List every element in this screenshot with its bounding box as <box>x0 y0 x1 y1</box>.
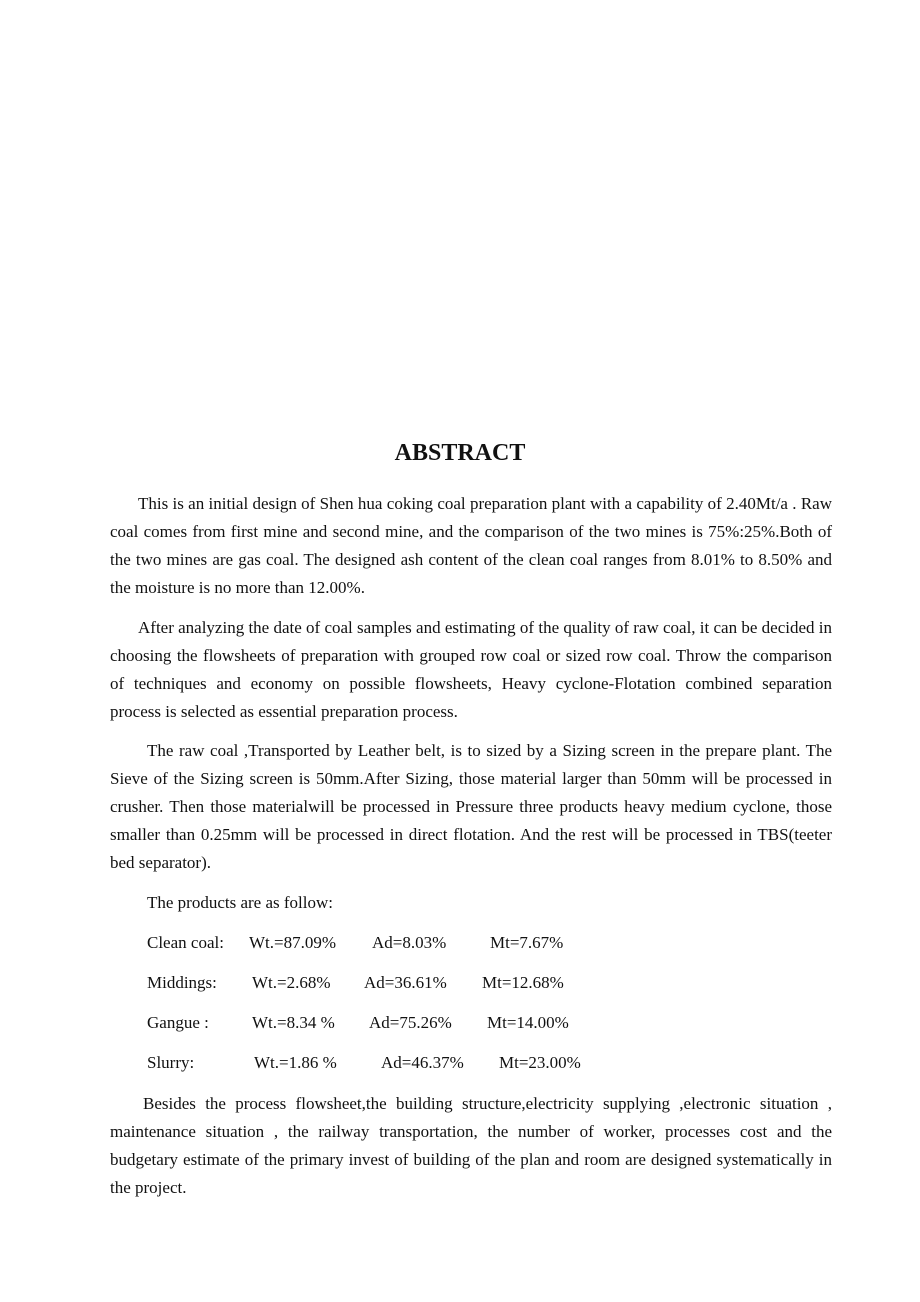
product-mt: Mt=7.67% <box>490 933 564 952</box>
abstract-paragraph-1: This is an initial design of Shen hua coking coal preparation plant with a capability of 2.40Mt/a . Raw coal comes from first mine and second mine, and the comparison of the two mines is 75%:25%.Both of the two mines are gas coal. The designed ash content of the clean coal ranges from 8.01% to 8.50% and the moisture is no more than 12.00%. <box>110 494 832 597</box>
product-ad: Ad=36.61% <box>364 973 447 992</box>
product-ad: Ad=8.03% <box>372 933 447 952</box>
product-mt: Mt=14.00% <box>487 1013 569 1032</box>
abstract-paragraph-5: Besides the process flowsheet,the building structure,electricity supplying ,electronic situation , maintenance situation , the railway transportation, the number of worker, processes cost and the budgetary estimate of the primary invest of building of the plan and room are designed systematically in the project. <box>110 1094 832 1197</box>
product-wt: Wt.=2.68% <box>252 973 331 992</box>
abstract-paragraph-3: The raw coal ,Transported by Leather belt, is to sized by a Sizing screen in the prepare plant. The Sieve of the Sizing screen is 50mm.After Sizing, those material larger than 50mm will be processed in crusher. Then those materialwill be processed in Pressure three products heavy medium cyclone, those smaller than 0.25mm will be processed in direct flotation. And the rest will be processed in TBS(teeter bed separator). <box>110 741 832 872</box>
product-name: Middings: <box>147 973 217 992</box>
product-wt: Wt.=87.09% <box>249 933 337 952</box>
product-wt: Wt.=1.86 % <box>254 1053 337 1072</box>
product-ad: Ad=46.37% <box>381 1053 464 1072</box>
product-name: Clean coal: <box>147 933 224 952</box>
products-intro: The products are as follow: <box>147 893 333 912</box>
abstract-paragraph-2: After analyzing the date of coal samples and estimating of the quality of raw coal, it can be decided in choosing the flowsheets of preparation with grouped row coal or sized row coal. Throw the comparison of techniques and economy on possible flowsheets, Heavy cyclone-Flotation combined separation process is selected as essential preparation process. <box>110 618 832 721</box>
product-mt: Mt=12.68% <box>482 973 564 992</box>
product-ad: Ad=75.26% <box>369 1013 452 1032</box>
product-name: Gangue : <box>147 1013 209 1032</box>
product-mt: Mt=23.00% <box>499 1053 581 1072</box>
abstract-title: ABSTRACT <box>394 440 526 466</box>
product-wt: Wt.=8.34 % <box>252 1013 335 1032</box>
product-name: Slurry: <box>147 1053 195 1072</box>
